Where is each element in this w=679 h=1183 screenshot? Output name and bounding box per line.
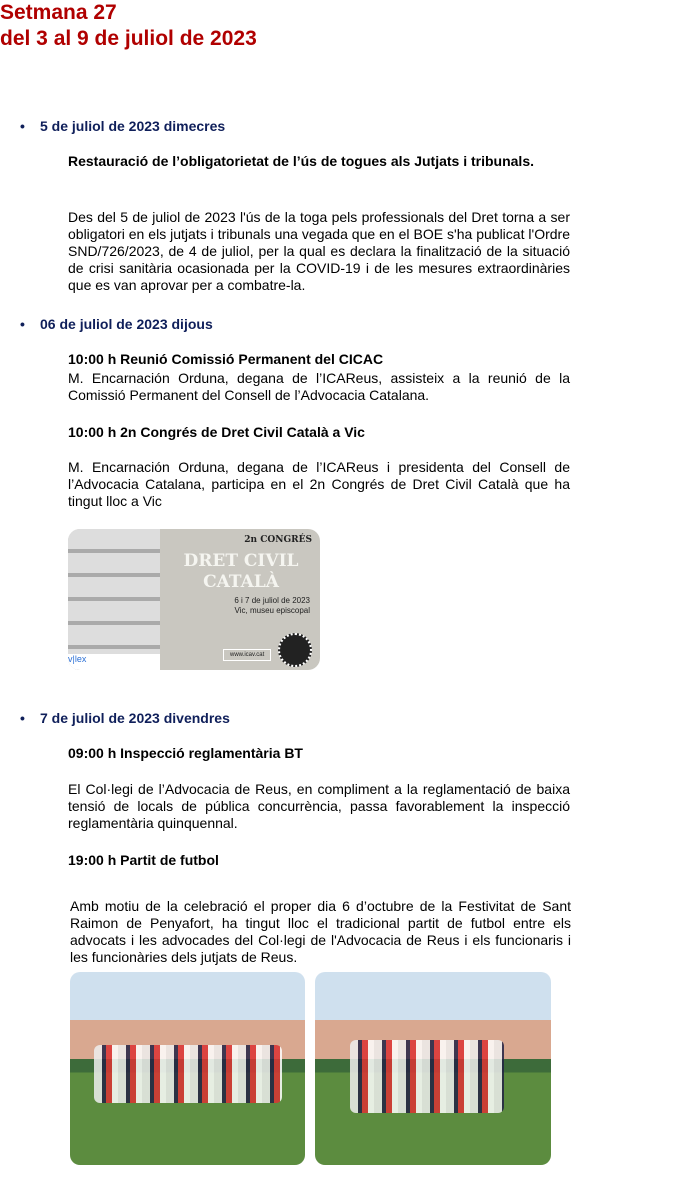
bullet: • (20, 118, 25, 134)
event-text: Des del 5 de juliol de 2023 l'ús de la toga pels professionals del Dret torna a ser obligatori en els jutjats i tribunals una vegada que en el BOE s'ha publicat l'Ordre SND/726/2023, de 4 de juliol, per la qual es declara la finalització de la situació de crisi sanitària ocasionada per la COVID-19 i de les mesures extraordinàries que es van aprovar per a combatre-la. (68, 209, 570, 293)
bullet: • (20, 316, 25, 332)
bookshelf-image (68, 529, 160, 670)
football-team-photo (315, 972, 551, 1165)
event-text: El Col·legi de l’Advocacia de Reus, en compliment a la reglamentació de baixa tensió de locals de pública concurrència, passa favorablement la inspecció reglamentària quinquennal. (68, 781, 570, 831)
title-dates: del 3 al 9 de juliol de 2023 (0, 27, 257, 50)
day-heading (20, 316, 213, 332)
event-heading: 10:00 h Reunió Comissió Permanent del CICAC (68, 351, 384, 367)
seal-icon (278, 633, 312, 667)
day-heading (20, 118, 225, 134)
event-heading: 09:00 h Inspecció reglamentària BT (68, 745, 303, 761)
banner-place: Vic, museu episcopal (234, 606, 310, 615)
banner-title (168, 551, 314, 593)
banner-web: www.icav.cat (223, 649, 271, 661)
congress-banner-image (68, 529, 320, 670)
people (94, 1045, 282, 1103)
football-team-photo (70, 972, 305, 1165)
day-label: 7 de juliol de 2023 divendres (40, 710, 230, 726)
event-heading: 19:00 h Partit de futbol (68, 852, 219, 868)
logo-text: v|lex (68, 654, 87, 664)
title-week: Setmana 27 (0, 1, 117, 24)
people (350, 1040, 503, 1113)
event-heading: Restauració de l’obligatorietat de l’ús de togues als Jutjats i tribunals. (68, 153, 534, 169)
sponsor-logos (68, 654, 160, 670)
event-text: M. Encarnación Orduna, degana de l’ICAReus i presidenta del Consell de l’Advocacia Catalana, participa en el 2n Congrés de Dret Civil Català que ha tingut lloc a Vic (68, 459, 570, 509)
day-label: 5 de juliol de 2023 dimecres (40, 118, 226, 134)
banner-info (234, 596, 310, 616)
event-heading: 10:00 h 2n Congrés de Dret Civil Català a Vic (68, 424, 365, 440)
banner-date: 6 i 7 de juliol de 2023 (234, 596, 310, 605)
event-text: M. Encarnación Orduna, degana de l’ICAReus, assisteix a la reunió de la Comissió Permanent del Consell de l’Advocacia Catalana. (68, 370, 570, 403)
event-text: Amb motiu de la celebració el proper dia 6 d’octubre de la Festivitat de Sant Raimon de Penyafort, ha tingut lloc el tradicional partit de futbol entre els advocats i les advocades del Col·legi de l'Advocacia de Reus i els funcionaris i les funcionàries dels jutjats de Reus. (70, 898, 571, 965)
bullet: • (20, 710, 25, 726)
day-heading (20, 710, 230, 726)
banner-title-1: DRET CIVIL (183, 551, 299, 571)
banner-kicker: 2n CONGRÉS (244, 535, 312, 545)
banner-title-2: CATALÀ (203, 572, 279, 592)
day-label: 06 de juliol de 2023 dijous (40, 316, 213, 332)
page-title (0, 0, 257, 52)
